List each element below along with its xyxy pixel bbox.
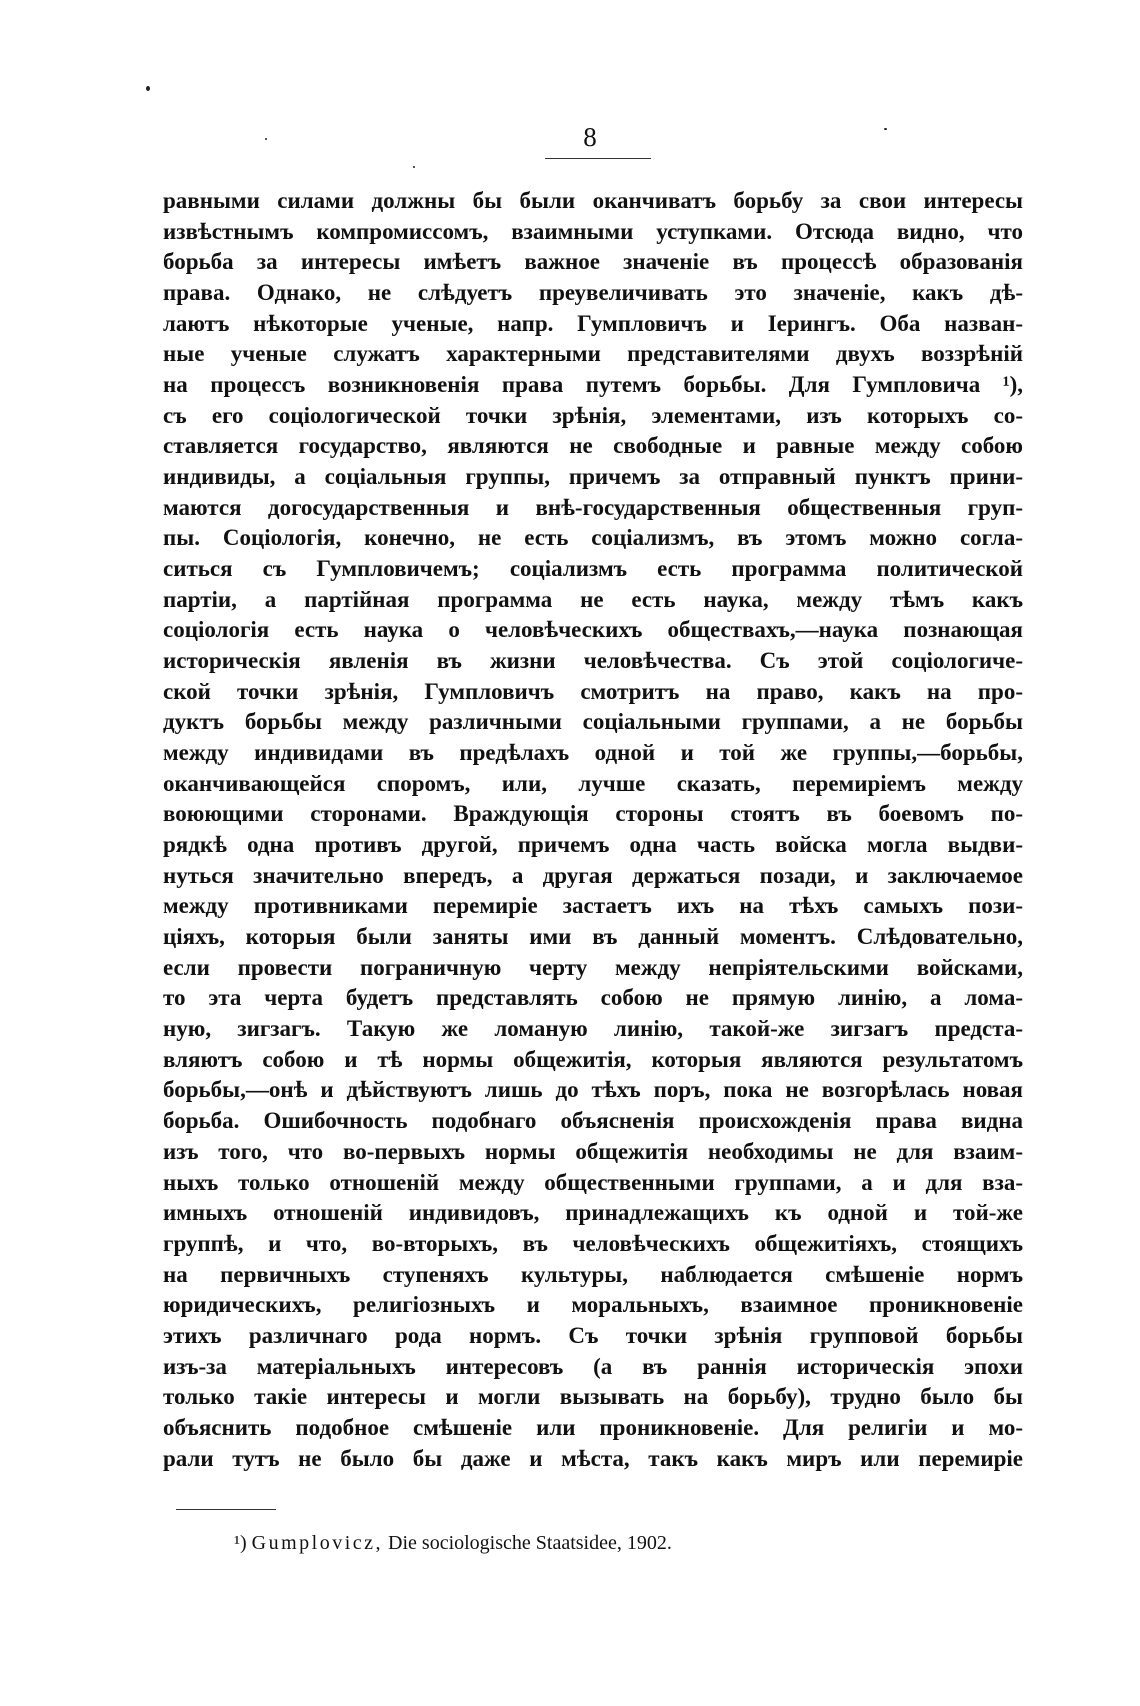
text-line: между противниками перемирiе застаетъ ихъ на тѣхъ самыхъ пози- (163, 893, 1023, 919)
text-line: лаютъ нѣкоторые ученые, напр. Гумпловичъ и Iерингъ. Оба назван- (163, 310, 1023, 336)
text-line: если провести пограничную черту между непрiятельскими войсками, (163, 954, 1023, 980)
text-line: этихъ различнаго рода нормъ. Съ точки зрѣнiя групповой борьбы (163, 1322, 1023, 1348)
text-line: дуктъ борьбы между различными соцiальными группами, а не борьбы (163, 709, 1023, 735)
text-line: ные ученые служатъ характерными представителями двухъ воззрѣнiй (163, 341, 1023, 367)
text-line: соцiологiя есть наука о человѣческихъ обществахъ,—наука познающая (163, 617, 1023, 643)
footnote-rule (176, 1509, 276, 1510)
text-line: группѣ, и что, во-вторыхъ, въ человѣческихъ общежитiяхъ, стоящихъ (163, 1230, 1023, 1256)
text-line: то эта черта будетъ представлять собою не прямую линiю, а лома- (163, 985, 1023, 1011)
text-line: только такiе интересы и могли вызывать на борьбу), трудно было бы (163, 1384, 1023, 1410)
scan-speck (413, 166, 415, 168)
text-line: борьба за интересы имѣетъ важное значенiе въ процессѣ образованiя (163, 249, 1023, 275)
scan-speck (146, 86, 150, 91)
text-line: равными силами должны бы были оканчиватъ борьбу за свои интересы (163, 188, 1023, 213)
text-line: изъ того, что во-первыхъ нормы общежитiя необходимы не для взаим- (163, 1138, 1023, 1164)
text-line: права. Однако, не слѣдуетъ преувеличивать это значенiе, какъ дѣ- (163, 280, 1023, 306)
text-line: на процессъ возникновенiя права путемъ борьбы. Для Гумпловича ¹), (163, 372, 1023, 398)
text-line: оканчивающейся споромъ, или, лучше сказать, перемирiемъ между (163, 770, 1023, 796)
text-line: на первичныхъ ступеняхъ культуры, наблюдается смѣшенiе нормъ (163, 1261, 1023, 1287)
text-line: объяснить подобное смѣшенiе или проникновенiе. Для религiи и мо- (163, 1414, 1023, 1440)
footnote-text: Die sociologische Staatsidee, 1902. (388, 1532, 672, 1554)
text-line: съ его соцiологической точки зрѣнiя, элементами, изъ которыхъ со- (163, 402, 1023, 428)
text-line: нуться значительно впередъ, а другая держаться позади, и заключаемое (163, 862, 1023, 888)
text-line: ситься съ Гумпловичемъ; соцiализмъ есть программа политической (163, 556, 1023, 582)
text-line: рядкѣ одна противъ другой, причемъ одна часть войска могла выдви- (163, 832, 1023, 858)
text-line: цiяхъ, которыя были заняты ими въ данный моментъ. Слѣдовательно, (163, 924, 1023, 950)
text-line: индивиды, а соцiальныя группы, причемъ за отправный пунктъ прини- (163, 464, 1023, 490)
footnote (234, 1530, 672, 1556)
text-line: ставляется государство, являются не свободные и равные между собою (163, 433, 1023, 459)
text-line: пы. Соцiологiя, конечно, не есть соцiализмъ, въ этомъ можно согла- (163, 525, 1023, 551)
text-line: борьба. Ошибочность подобнаго объясненiя происхожденiя права видна (163, 1108, 1023, 1134)
text-line: ской точки зрѣнiя, Гумпловичъ смотритъ на право, какъ на про- (163, 678, 1023, 704)
text-line: извѣстнымъ компромиссомъ, взаимными уступками. Отсюда видно, что (163, 218, 1023, 244)
footnote-marker: ¹) (234, 1532, 247, 1554)
page-number: 8 (583, 122, 597, 152)
text-line: ную, зигзагъ. Такую же ломаную линiю, такой-же зигзагъ предста- (163, 1016, 1023, 1042)
text-line: изъ-за матерiальныхъ интересовъ (а въ раннiя историческiя эпохи (163, 1353, 1023, 1379)
text-line: имныхъ отношенiй индивидовъ, принадлежащихъ къ одной и той-же (163, 1200, 1023, 1226)
footnote-author: Gumplovicz, (251, 1532, 384, 1554)
page-number-rule (545, 158, 651, 159)
text-line: борьбы,—онѣ и дѣйствуютъ лишь до тѣхъ поръ, пока не возгорѣлась новая (163, 1077, 1023, 1103)
text-line: воюющими сторонами. Враждующiя стороны стоятъ въ боевомъ по- (163, 801, 1023, 827)
text-line: историческiя явленiя въ жизни человѣчества. Съ этой соцiологиче- (163, 648, 1023, 674)
text-line: маются догосударственныя и внѣ-государственныя общественныя груп- (163, 494, 1023, 520)
text-line: юридическихъ, религiозныхъ и моральныхъ, взаимное проникновенiе (163, 1292, 1023, 1318)
text-line: между индивидами въ предѣлахъ одной и той же группы,—борьбы, (163, 740, 1023, 766)
text-line: партiи, а партiйная программа не есть наука, между тѣмъ какъ (163, 586, 1023, 612)
text-line: рали тутъ не было бы даже и мѣста, такъ какъ миръ или перемирiе (163, 1445, 1023, 1471)
text-line: вляютъ собою и тѣ нормы общежитiя, которыя являются результатомъ (163, 1046, 1023, 1072)
text-line: ныхъ только отношенiй между общественными группами, а и для вза- (163, 1169, 1023, 1195)
body-text (163, 186, 1023, 1474)
